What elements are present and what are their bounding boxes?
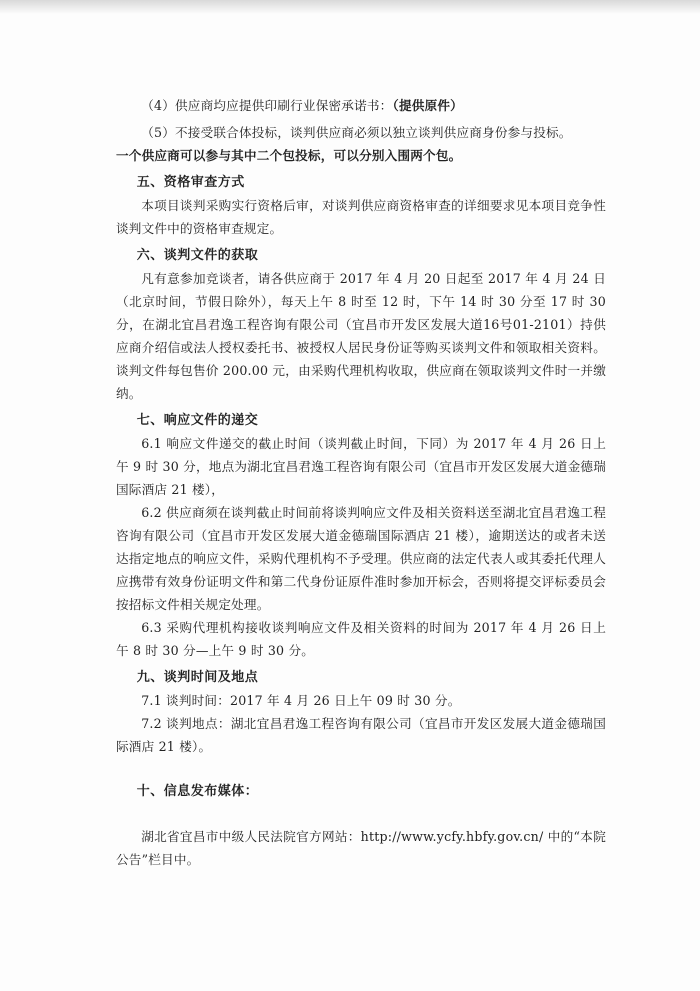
section-6-paragraph: 凡有意参加竞谈者，请各供应商于 2017 年 4 月 20 日起至 2017 年 4 月 24 日（北京时间，节假日除外），每天上午 8 时至 12 时，下午 14 时 30 分至 17 时 30 分，在湖北宜昌君逸工程咨询有限公司（宜昌市开发区发展大道16号01-2101）持供应商介绍信或法人授权委托书、被授权人居民身份证等购买谈判文件和领取相关资料。谈判文件每包售价 200.00 元，由采购代理机构收取，供应商在领取谈判文件时一并缴纳。 bbox=[116, 271, 606, 401]
section-7-paragraph-3: 6.3 采购代理机构接收谈判响应文件及相关资料的时间为 2017 年 4 月 26 日上午 8 时 30 分—上午 9 时 30 分。 bbox=[116, 620, 606, 658]
item-5: （5）不接受联合体投标，谈判供应商必须以独立谈判供应商身份参与投标。 bbox=[141, 125, 572, 140]
section-9-title: 九、谈判时间及地点 bbox=[136, 670, 259, 685]
section-7-paragraph-2: 6.2 供应商须在谈判截止时间前将谈判响应文件及相关资料送至湖北宜昌君逸工程咨询有限公司（宜昌市开发区发展大道金德瑞国际酒店 21 楼），逾期送达的或者未送达指定地点的响应文件，采购代理机构不予受理。供应商的法定代表人或其委托代理人应携带有效身份证明文件和第二代身份证原件准时参加开标会，否则将提交评标委员会按招标文件相关规定处理。 bbox=[116, 505, 606, 612]
item-4-note: （提供原件） bbox=[392, 98, 463, 113]
scan-edge-shadow bbox=[0, 0, 700, 14]
item-4-text: （4）供应商均应提供印刷行业保密承诺书： bbox=[141, 98, 393, 113]
section-10-paragraph: 湖北省宜昌市中级人民法院官方网站：http://www.ycfy.hbfy.gov.cn/ 中的“本院公告”栏目中。 bbox=[116, 829, 606, 867]
item-4 bbox=[116, 94, 606, 117]
section-5-title: 五、资格审查方式 bbox=[136, 175, 245, 190]
document-body bbox=[116, 94, 606, 871]
multi-package-note: 一个供应商可以参与其中二个包投标，可以分别入围两个包。 bbox=[116, 148, 462, 163]
section-9-paragraph-2: 7.2 谈判地点：湖北宜昌君逸工程咨询有限公司（宜昌市开发区发展大道金德瑞国际酒店 21 楼）。 bbox=[116, 716, 606, 754]
section-9-paragraph-1: 7.1 谈判时间：2017 年 4 月 26 日上午 09 时 30 分。 bbox=[141, 693, 461, 708]
section-5-paragraph: 本项目谈判采购实行资格后审，对谈判供应商资格审查的详细要求见本项目竞争性谈判文件中的资格审查规定。 bbox=[116, 198, 606, 236]
section-7-paragraph-1: 6.1 响应文件递交的截止时间（谈判截止时间，下同）为 2017 年 4 月 26 日上午 9 时 30 分，地点为湖北宜昌君逸工程咨询有限公司（宜昌市开发区发展大道金德瑞国际酒店 21 楼）， bbox=[116, 436, 606, 497]
section-7-title: 七、响应文件的递交 bbox=[136, 413, 259, 428]
section-6-title: 六、谈判文件的获取 bbox=[136, 248, 259, 263]
section-10-title: 十、信息发布媒体： bbox=[136, 784, 259, 799]
